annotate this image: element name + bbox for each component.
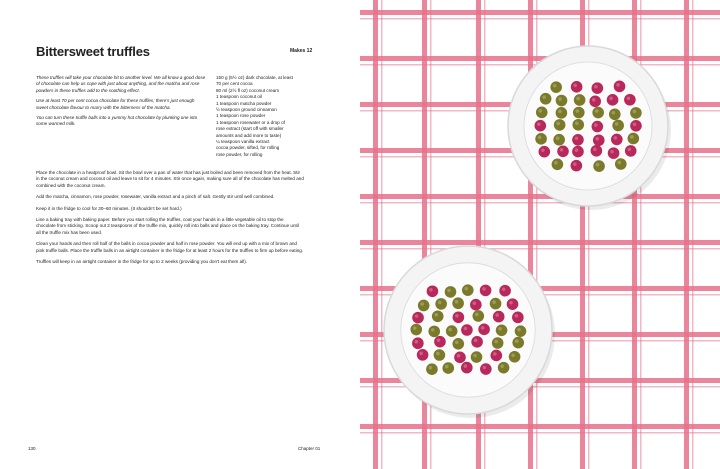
truffle-highlight bbox=[609, 97, 613, 101]
truffle-highlight bbox=[627, 96, 631, 100]
truffle-highlight bbox=[556, 122, 560, 126]
ingredient-line: 80 ml (2½ fl oz) coconut cream bbox=[216, 87, 280, 93]
truffle bbox=[509, 351, 521, 363]
truffle bbox=[607, 94, 619, 106]
truffle bbox=[480, 285, 492, 297]
truffle bbox=[592, 121, 604, 133]
truffle bbox=[471, 336, 483, 348]
truffle-highlight bbox=[611, 111, 615, 115]
truffle-highlight bbox=[437, 338, 441, 342]
truffle-highlight bbox=[415, 340, 419, 344]
truffle-highlight bbox=[613, 136, 617, 140]
truffle-highlight bbox=[595, 109, 599, 113]
truffle bbox=[453, 311, 465, 323]
truffle-highlight bbox=[455, 314, 459, 318]
method-step: Keep it in the fridge to cool for 30–60 minutes. (It shouldn't be set hard.) bbox=[36, 205, 182, 211]
truffle bbox=[434, 336, 446, 348]
truffle-highlight bbox=[596, 163, 600, 167]
truffle-highlight bbox=[492, 300, 496, 304]
grid-line bbox=[360, 194, 720, 199]
truffle-highlight bbox=[436, 352, 440, 356]
truffle-highlight bbox=[500, 364, 504, 368]
truffle-highlight bbox=[576, 97, 580, 101]
ingredient-line: 1 teaspoon matcha powder bbox=[216, 100, 272, 106]
truffle bbox=[412, 337, 424, 349]
grid-line bbox=[360, 56, 720, 61]
truffle bbox=[535, 120, 547, 132]
ingredient-line: 1 teaspoon rose powder bbox=[216, 113, 266, 119]
truffle bbox=[499, 285, 511, 297]
truffle bbox=[498, 362, 510, 374]
truffle-highlight bbox=[457, 354, 461, 358]
truffle bbox=[554, 119, 566, 131]
truffle-highlight bbox=[575, 121, 579, 125]
truffle-highlight bbox=[464, 327, 468, 331]
truffle-highlight bbox=[558, 97, 562, 101]
truffle bbox=[625, 145, 637, 157]
grid-line bbox=[381, 0, 383, 469]
truffle bbox=[442, 362, 454, 374]
truffle-highlight bbox=[493, 352, 497, 356]
truffle-highlight bbox=[455, 340, 459, 344]
intro-paragraph: These truffles will take your chocolate hit to another level. We all know a good dose of chocolate can help us cope with just about anything, and the matcha and rose powders in these truffles add to the soothing effect. bbox=[36, 75, 206, 93]
truffle bbox=[611, 134, 623, 146]
truffle bbox=[478, 324, 490, 336]
truffle bbox=[552, 158, 564, 170]
ingredient-line: rose extract (start off with smaller bbox=[216, 126, 284, 132]
truffle-highlight bbox=[541, 148, 545, 152]
grid-line bbox=[684, 0, 689, 469]
truffle-highlight bbox=[633, 110, 637, 114]
truffle-highlight bbox=[595, 137, 599, 141]
truffle bbox=[536, 107, 548, 119]
truffle bbox=[418, 300, 430, 312]
recipe-method bbox=[36, 170, 304, 270]
truffle-highlight bbox=[483, 366, 487, 370]
truffle bbox=[452, 297, 464, 309]
grid-line bbox=[360, 424, 720, 429]
ingredient-line: 150 g (5½ oz) dark chocolate, at least bbox=[216, 75, 293, 80]
truffle-highlight bbox=[517, 328, 521, 332]
recipe-title: Bittersweet truffles bbox=[36, 44, 150, 59]
truffle bbox=[609, 108, 621, 120]
truffle-highlight bbox=[558, 110, 562, 114]
truffle-highlight bbox=[431, 328, 435, 332]
truffle bbox=[615, 158, 627, 170]
chapter-label: Chapter 01 bbox=[298, 446, 321, 451]
ingredient-list bbox=[216, 75, 321, 158]
grid-line bbox=[360, 248, 720, 250]
truffle bbox=[470, 299, 482, 311]
truffle bbox=[535, 133, 547, 145]
truffle-highlight bbox=[482, 287, 486, 291]
truffle bbox=[491, 350, 503, 362]
method-step: Place the chocolate in a heatproof bowl. Sit the bowl over a pan of water that has just boiled and been removed from the heat. Stir in the coconut cream and coconut oil and leave to sit for 4 minutes. Stir once again, making sure all of the chocolate has melted and combined with the coconut cream. bbox=[36, 170, 304, 188]
truffle-highlight bbox=[515, 314, 519, 318]
intro-paragraph: You can turn these truffle balls into a yummy hot chocolate by plunking one into some warmed milk. bbox=[36, 115, 198, 127]
truffle bbox=[515, 325, 527, 337]
truffle bbox=[490, 298, 502, 310]
plate bbox=[384, 246, 555, 418]
recipe-yield: Makes 12 bbox=[290, 48, 313, 54]
truffle bbox=[571, 160, 583, 172]
truffle-highlight bbox=[515, 339, 519, 343]
truffle-highlight bbox=[593, 147, 597, 151]
truffle bbox=[624, 94, 636, 106]
truffle bbox=[556, 95, 568, 107]
truffle-highlight bbox=[464, 287, 468, 291]
plates bbox=[384, 46, 671, 418]
truffle-highlight bbox=[538, 109, 542, 113]
ingredient-line: rose powder, for rolling bbox=[216, 151, 263, 157]
truffle-highlight bbox=[542, 95, 546, 99]
grid-line bbox=[360, 18, 720, 20]
truffle-highlight bbox=[473, 301, 477, 305]
truffle bbox=[412, 312, 424, 324]
truffle-highlight bbox=[592, 98, 596, 102]
method-step: Truffles will keep in an airtight container in the fridge for up to 2 weeks (providing you don't eat them all). bbox=[36, 259, 248, 265]
truffle-highlight bbox=[434, 313, 438, 317]
grid-line bbox=[692, 0, 694, 469]
truffle-highlight bbox=[594, 123, 598, 127]
truffle-highlight bbox=[575, 136, 579, 140]
ingredient-line: 1 teaspoon rosewater or a drop of bbox=[216, 119, 285, 125]
truffle bbox=[417, 349, 429, 361]
truffle-highlight bbox=[445, 365, 449, 369]
truffle bbox=[435, 298, 447, 310]
truffle-highlight bbox=[502, 287, 506, 291]
truffle bbox=[628, 133, 640, 145]
truffle-highlight bbox=[447, 289, 451, 293]
illustration-page bbox=[360, 0, 720, 469]
ingredient-line: amounts and add more to taste) bbox=[216, 132, 282, 138]
truffle-highlight bbox=[560, 148, 564, 152]
truffle bbox=[572, 146, 584, 158]
truffle bbox=[428, 326, 440, 338]
truffle bbox=[630, 120, 642, 132]
truffle bbox=[589, 96, 601, 108]
truffle bbox=[572, 119, 584, 131]
truffle bbox=[614, 81, 626, 93]
truffle bbox=[612, 120, 624, 132]
truffle bbox=[512, 312, 524, 324]
truffle-highlight bbox=[481, 326, 485, 330]
truffle bbox=[446, 325, 458, 337]
truffle bbox=[434, 349, 446, 361]
truffle-highlight bbox=[594, 85, 598, 89]
truffle bbox=[573, 107, 585, 119]
truffle bbox=[591, 145, 603, 157]
grid-line bbox=[360, 432, 720, 434]
truffle-highlight bbox=[615, 122, 619, 126]
truffle-highlight bbox=[415, 314, 419, 318]
ingredient-line: ½ teaspoon ground cinnamon bbox=[216, 107, 277, 113]
method-step: Line a baking tray with baking paper. Before you start rolling the truffles, coat your hands in a little vegetable oil to stop the chocolate from sticking. Scoop out 2 teaspoons of the truffle mix, quickly roll into balls and place on the baking tray. Continue until all the truffle mix has been used. bbox=[36, 217, 299, 235]
grid-line bbox=[360, 240, 720, 245]
truffle bbox=[471, 351, 483, 363]
truffle-highlight bbox=[438, 301, 442, 305]
truffle bbox=[480, 363, 492, 375]
truffle-highlight bbox=[419, 352, 423, 356]
grid-line bbox=[360, 10, 720, 15]
truffle bbox=[571, 81, 583, 93]
truffle bbox=[593, 134, 605, 146]
grid-line bbox=[360, 202, 720, 204]
ingredient-line: cocoa powder, sifted, for rolling bbox=[216, 145, 280, 151]
ingredient-line: ¼ teaspoon vanilla extract bbox=[216, 139, 270, 145]
truffle bbox=[630, 107, 642, 119]
truffle bbox=[592, 82, 604, 94]
truffle-highlight bbox=[429, 366, 433, 370]
truffle-illustration bbox=[360, 0, 720, 469]
truffle-highlight bbox=[537, 122, 541, 126]
truffle bbox=[461, 324, 473, 336]
truffle bbox=[496, 324, 508, 336]
truffle bbox=[557, 146, 569, 158]
truffle bbox=[461, 362, 473, 374]
truffle-highlight bbox=[633, 123, 637, 127]
truffle-highlight bbox=[617, 161, 621, 165]
truffle-highlight bbox=[573, 84, 577, 88]
truffle-highlight bbox=[455, 300, 459, 304]
recipe-intro bbox=[36, 75, 206, 132]
truffle-highlight bbox=[573, 162, 577, 166]
truffle-highlight bbox=[575, 148, 579, 152]
truffle bbox=[472, 310, 484, 322]
truffle-highlight bbox=[509, 301, 513, 305]
truffle-highlight bbox=[538, 136, 542, 140]
ingredient-line: 1 teaspoon coconut oil bbox=[216, 94, 262, 100]
truffle bbox=[432, 310, 444, 322]
truffle-highlight bbox=[494, 340, 498, 344]
truffle-highlight bbox=[553, 84, 557, 88]
truffle bbox=[608, 147, 620, 159]
truffle-highlight bbox=[474, 339, 478, 343]
truffle bbox=[556, 107, 568, 119]
truffle-highlight bbox=[463, 364, 467, 368]
method-step: Add the matcha, cinnamon, rose powder, rosewater, vanilla extract and a pinch of salt. Gently stir until well combined. bbox=[36, 194, 275, 200]
truffle-highlight bbox=[429, 288, 433, 292]
truffle-highlight bbox=[495, 313, 499, 317]
truffle-highlight bbox=[630, 135, 634, 139]
page-number: 130 bbox=[28, 446, 36, 451]
truffle-highlight bbox=[575, 109, 579, 113]
truffle bbox=[452, 338, 464, 350]
truffle-highlight bbox=[610, 150, 614, 154]
truffle bbox=[592, 107, 604, 119]
method-step: Clean your hands and then roll half of the balls in cocoa powder and half in rose powder. You will end up with a mix of brown and pink truffle balls. Place the truffle balls in an airtight container in the fridge for at least 2 hours for the truffles to firm up before eating. bbox=[36, 241, 304, 253]
truffle bbox=[454, 352, 466, 364]
truffle-highlight bbox=[498, 327, 502, 331]
truffle bbox=[426, 363, 438, 375]
truffle bbox=[512, 337, 524, 349]
truffle bbox=[553, 134, 565, 146]
truffle bbox=[445, 286, 457, 298]
truffle-highlight bbox=[554, 161, 558, 165]
truffle bbox=[539, 146, 551, 158]
truffle bbox=[572, 134, 584, 146]
truffle bbox=[410, 324, 422, 336]
truffle bbox=[593, 160, 605, 172]
truffle-highlight bbox=[616, 83, 620, 87]
truffle bbox=[492, 337, 504, 349]
truffle-highlight bbox=[511, 353, 515, 357]
truffle bbox=[540, 93, 552, 105]
truffle-highlight bbox=[556, 136, 560, 140]
truffle bbox=[550, 81, 562, 93]
truffle-highlight bbox=[420, 302, 424, 306]
ingredient-line: 70 per cent cocoa bbox=[216, 81, 253, 87]
truffle bbox=[493, 311, 505, 323]
truffle-highlight bbox=[475, 313, 479, 317]
truffle-highlight bbox=[627, 148, 631, 152]
truffle bbox=[574, 94, 586, 106]
intro-paragraph: Use at least 70 per cent cocoa chocolate for these truffles; there's just enough sweet chocolate flavour to marry with the bitterness of the matcha. bbox=[36, 98, 195, 110]
truffle-highlight bbox=[413, 326, 417, 330]
grid-line bbox=[373, 0, 378, 469]
truffle-highlight bbox=[473, 354, 477, 358]
truffle bbox=[427, 285, 439, 297]
truffle bbox=[462, 284, 474, 296]
truffle-highlight bbox=[448, 328, 452, 332]
truffle bbox=[507, 298, 519, 310]
